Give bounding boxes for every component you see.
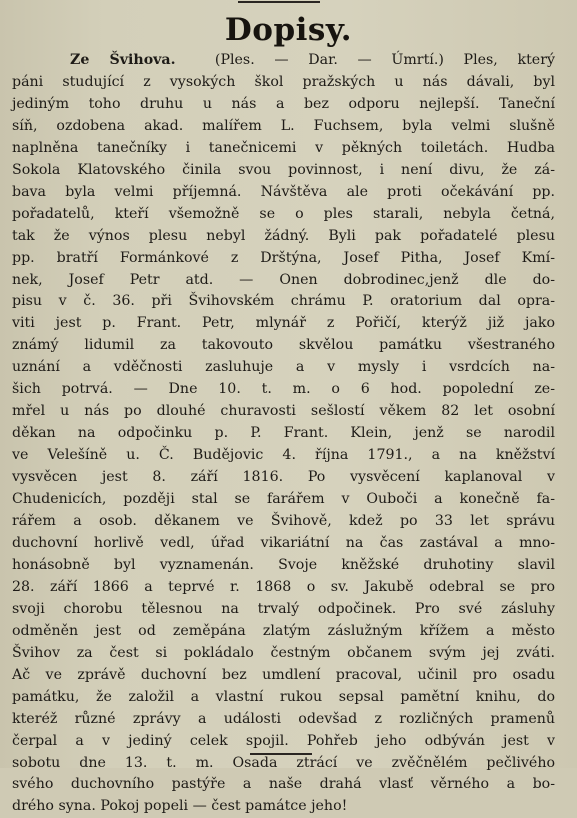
article-place: Ze Švihova. bbox=[70, 52, 176, 68]
article-line: odměněn jest od zeměpána zlatým záslužným křížem a město bbox=[12, 622, 555, 639]
article-line: vysvěcen jest 8. září 1816. Po vysvěcení kaplanoval v bbox=[12, 469, 555, 486]
section-title: Dopisy. bbox=[224, 12, 353, 48]
article-line: kteréž různé zprávy a události odevšad z rozličných pramenů bbox=[12, 710, 555, 727]
article-line: jediným toho druhu u nás a bez odporu nejlepší. Taneční bbox=[12, 95, 555, 112]
article-line: 28. září 1866 a teprvé r. 1868 o sv. Jakubě odebral se pro bbox=[12, 578, 555, 595]
top-rule bbox=[238, 1, 320, 3]
article-line: rářem a osob. děkanem ve Švihově, kdež po 33 let správu bbox=[12, 513, 555, 530]
article-line: tak že výnos plesu nebyl žádný. Byli pak pořadatelé plesu bbox=[12, 227, 555, 244]
article-first-line bbox=[12, 50, 555, 72]
article-line: ve Velešíně u. Č. Budějovic 4. října 1791., a na kněžství bbox=[12, 447, 555, 464]
article-line: Chudenicích, později stal se farářem v Ouboči a konečně fa- bbox=[12, 491, 555, 508]
article-line: svého duchovního pastýře a naše drahá vlasť věrného a bo- bbox=[12, 776, 555, 793]
article-line: viti jest p. Frant. Petr, mlynář z Pořičí, kterýž již jako bbox=[12, 315, 555, 332]
article-line: mřel u nás po dlouhé churavosti sešlostí věkem 82 let osobní bbox=[12, 403, 555, 420]
article-line: Sokola Klatovského činila svou povinnost, i není divu, že zá- bbox=[12, 161, 555, 178]
article-line: památku, že založil a vlastní rukou sepsal pamětní knihu, do bbox=[12, 688, 555, 705]
article-line: děkan na odpočinku p. P. Frant. Klein, jenž se narodil bbox=[12, 425, 555, 442]
article-line: nek, Josef Petr atd. — Onen dobrodinec,jenž dle do- bbox=[12, 271, 555, 288]
article-line: pp. bratří Formánkové z Drštýna, Josef Pitha, Josef Kmí- bbox=[12, 249, 555, 266]
article-line: (Ples. — Dar. — Úmrtí.) Ples, který bbox=[214, 52, 555, 68]
article-line: síň, ozdobena akad. malířem L. Fuchsem, byla velmi slušně bbox=[12, 117, 555, 134]
article-line: sobotu dne 13. t. m. Osada ztrácí ve zvěčnělém pečlivého bbox=[12, 754, 555, 771]
article-line: známý lidumil za takovouto skvělou památku všestraného bbox=[12, 337, 555, 354]
article-line: čerpal a v jediný celek spojil. Pohřeb jeho odbýván jest v bbox=[12, 732, 555, 749]
article-line: páni studující z vysokých škol pražských u nás dávali, byl bbox=[12, 73, 555, 90]
article-line: honásobně byl vyznamenán. Svoje kněžské druhotiny slavil bbox=[12, 556, 555, 573]
article-line: šich potrvá. — Dne 10. t. m. o 6 hod. popolední ze- bbox=[12, 381, 555, 398]
article-line: pisu v č. 36. při Švihovském chrámu P. oratorium dal opra- bbox=[12, 293, 555, 310]
article-line: svoji chorobu tělesnou na trvalý odpočinek. Pro své zásluhy bbox=[12, 600, 555, 617]
article-line: bava byla velmi příjemná. Návštěva ale proti očekávání pp. bbox=[12, 183, 555, 200]
article-line: naplněna tanečníky i tanečnicemi v pěkných toiletách. Hudba bbox=[12, 139, 555, 156]
article-line: duchovní horlivě vedl, úřad vikariátní na čas zastával a mno- bbox=[12, 534, 555, 551]
article-line: uznání a vděčnosti zasluhuje a v mysly i vsrdcích na- bbox=[12, 359, 555, 376]
article-line: Ač ve zprávě duchovní bez umdlení pracoval, učinil pro osadu bbox=[12, 666, 555, 683]
article-body bbox=[12, 50, 555, 818]
article-line: pořadatelů, kteří všemožně se o ples starali, nebyla četná, bbox=[12, 205, 555, 222]
article-line: Švihov za čest si pokládalo čestným občanem svým jej zváti. bbox=[12, 644, 555, 661]
bottom-rule bbox=[250, 753, 312, 755]
article-last-line: drého syna. Pokoj popeli — čest památce jeho! bbox=[12, 798, 348, 815]
